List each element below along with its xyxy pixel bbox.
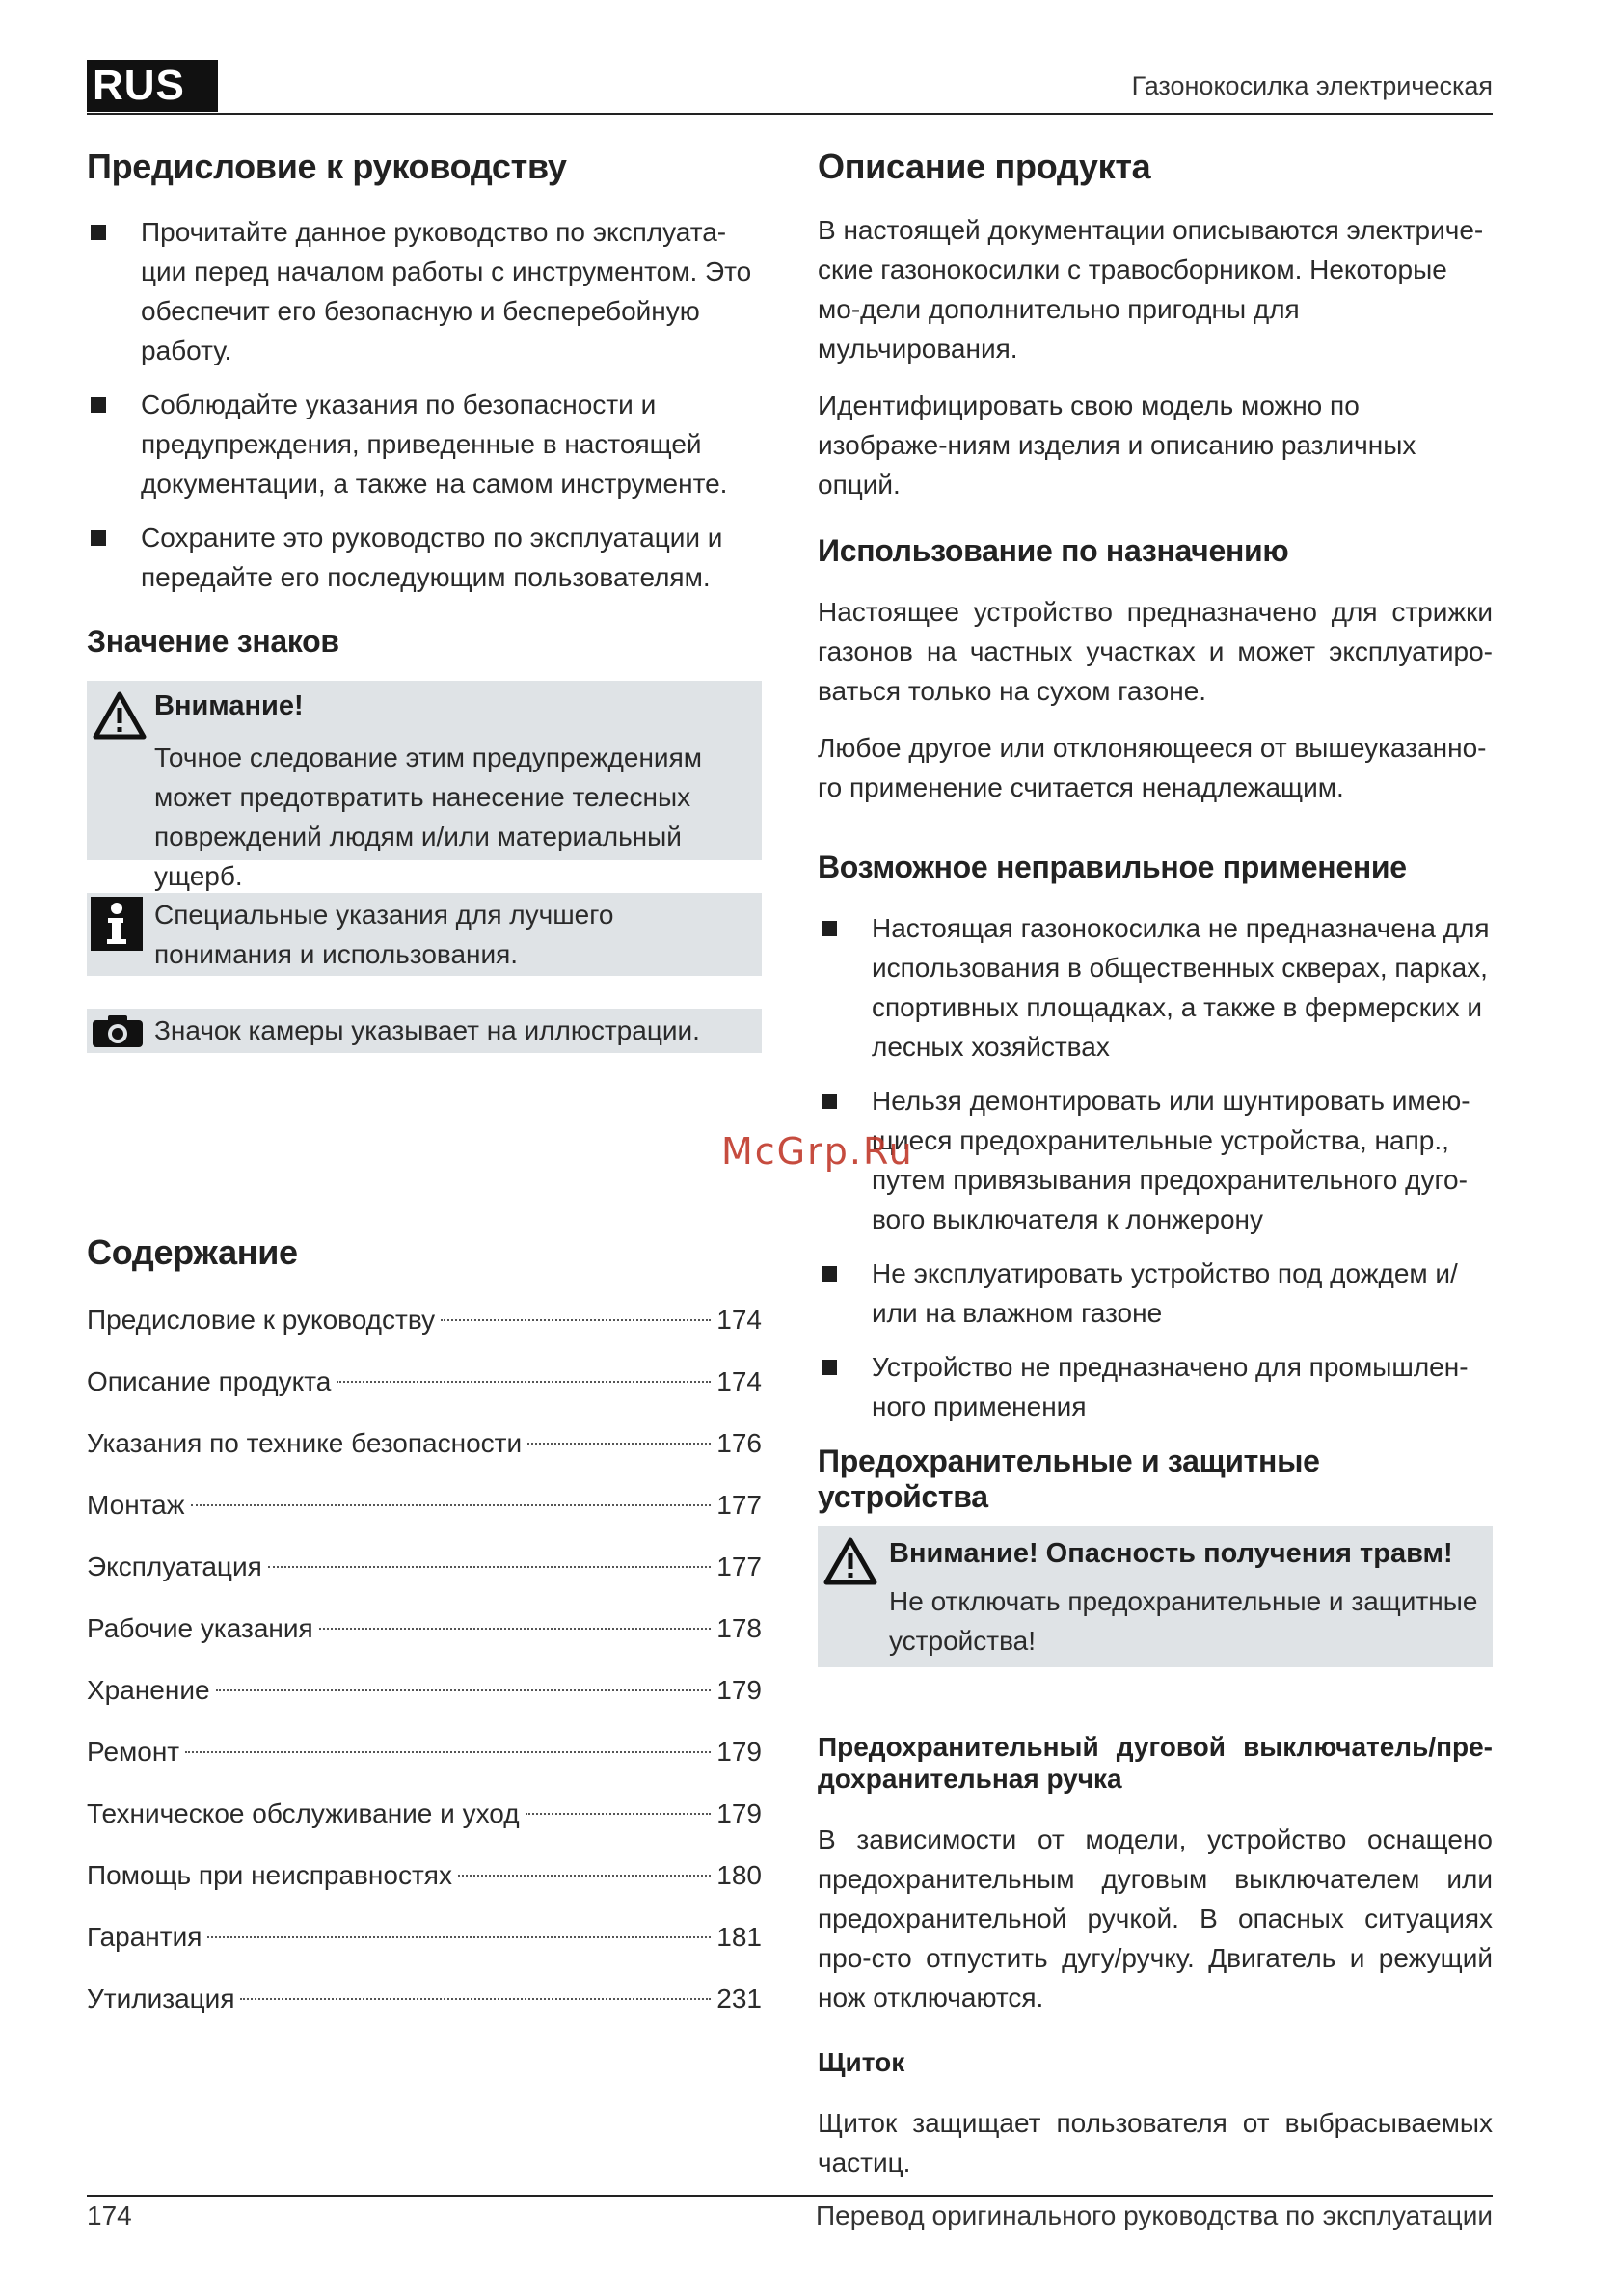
toc-page: 179 — [716, 1737, 762, 1767]
camera-text: Значок камеры указывает на иллюстрации. — [154, 1015, 700, 1045]
bullet-square-icon — [822, 1360, 837, 1375]
bullet-square-icon — [822, 921, 837, 936]
language-badge: RUS — [87, 60, 218, 112]
intended-use-paragraph-2: Любое другое или отклоняющееся от вышеуказанно-го применение считается ненадлежащим. — [818, 733, 1487, 802]
watermark: McGrp.Ru — [721, 1130, 914, 1173]
toc-row[interactable] — [87, 1547, 762, 1608]
list-item — [818, 1254, 1493, 1333]
toc-leader — [458, 1875, 711, 1877]
toc-leader — [526, 1813, 712, 1815]
toc-leader — [191, 1504, 712, 1506]
toc-row[interactable] — [87, 1485, 762, 1547]
foreword-heading: Предисловие к руководству — [87, 147, 567, 186]
toc-page: 231 — [716, 1984, 762, 2013]
bullet-square-icon — [822, 1094, 837, 1109]
shield-paragraph: Щиток защищает пользователя от выбрасываемых частиц. — [818, 2108, 1493, 2177]
toc-page: 177 — [716, 1490, 762, 1520]
product-heading: Описание продукта — [818, 147, 1151, 186]
toc-row[interactable] — [87, 1300, 762, 1362]
toc-row[interactable] — [87, 1855, 762, 1917]
list-item-text: Нельзя демонтировать или шунтировать имею-щиеся предохранительные устройства, напр., путем привязывания предохранительного дуго-вого выключателя к лонжерону — [872, 1086, 1470, 1234]
warning-text: Точное следование этим предупреждениям может предотвратить нанесение телесных повреждений людям и/или материальный ущерб. — [154, 743, 702, 891]
toc-page: 181 — [716, 1922, 762, 1952]
toc-label: Монтаж — [87, 1490, 185, 1520]
list-item-text: Сохраните это руководство по эксплуатации и передайте его последующим пользователям. — [141, 523, 723, 592]
toc-row[interactable] — [87, 1670, 762, 1732]
list-item-text: Устройство не предназначено для промышлен-ного применения — [872, 1352, 1469, 1421]
toc-page: 176 — [716, 1428, 762, 1458]
toc-label: Гарантия — [87, 1922, 202, 1952]
toc-row[interactable] — [87, 1362, 762, 1423]
warning-triangle-icon — [93, 690, 147, 745]
warning-triangle-icon — [823, 1536, 877, 1591]
safety-devices-heading: Предохранительные и защитные устройства — [818, 1444, 1320, 1514]
list-item-text: Соблюдайте указания по безопасности и предупреждения, приведенные в настоящей документации, а также на самом инструменте. — [141, 390, 728, 499]
bullet-square-icon — [91, 225, 106, 240]
toc-leader — [216, 1689, 712, 1691]
safety-warning-text: Не отключать предохранительные и защитные устройства! — [889, 1586, 1478, 1656]
toc-page: 180 — [716, 1860, 762, 1890]
toc-row[interactable] — [87, 1979, 762, 2040]
toc-leader — [319, 1628, 712, 1630]
toc-leader — [441, 1319, 711, 1321]
intended-use-paragraph-1: Настоящее устройство предназначено для стрижки газонов на частных участках и может эксплуатиро-ваться только на сухом газоне. — [818, 597, 1493, 706]
bullet-square-icon — [91, 530, 106, 546]
shield-heading: Щиток — [818, 2047, 905, 2077]
toc-leader — [337, 1381, 711, 1383]
list-item-text: Настоящая газонокосилка не предназначена для использования в общественных скверах, парках, спортивных площадках, а также в фермерских и лесных хозяйствах — [872, 913, 1490, 1062]
misuse-heading: Возможное неправильное применение — [818, 850, 1407, 884]
intended-use-heading: Использование по назначению — [818, 533, 1289, 568]
page-number: 174 — [87, 2201, 132, 2230]
bullet-square-icon — [822, 1266, 837, 1282]
toc-page: 178 — [716, 1613, 762, 1643]
camera-box — [87, 1009, 762, 1053]
toc-row[interactable] — [87, 1423, 762, 1485]
misuse-list — [818, 908, 1493, 1426]
toc-label: Утилизация — [87, 1984, 235, 2013]
toc-leader — [207, 1936, 711, 1938]
document-title: Газонокосилка электрическая — [1131, 71, 1493, 100]
toc-label: Указания по технике безопасности — [87, 1428, 523, 1458]
info-box — [87, 893, 762, 976]
foreword-list — [87, 212, 762, 597]
toc-row[interactable] — [87, 1608, 762, 1670]
right-column — [818, 135, 1493, 2182]
left-column — [87, 135, 762, 2040]
contents-heading: Содержание — [87, 1232, 298, 1272]
toc-leader — [185, 1751, 711, 1753]
toc-label: Предисловие к руководству — [87, 1305, 436, 1335]
list-item — [87, 385, 762, 503]
product-paragraph-2: Идентифицировать свою модель можно по изображе-ниям изделия и описанию различных опций. — [818, 391, 1416, 500]
info-text: Специальные указания для лучшего понимания и использования. — [154, 900, 614, 969]
toc-label: Помощь при неисправностях — [87, 1860, 452, 1890]
toc-page: 174 — [716, 1366, 762, 1396]
product-paragraph-1: В настоящей документации описываются электриче-ские газонокосилки с травосборником. Некоторые мо-дели дополнительно пригодны для мульчирования. — [818, 215, 1484, 364]
warning-box — [87, 681, 762, 891]
bullet-square-icon — [91, 397, 106, 413]
header-divider — [87, 113, 1493, 115]
safety-switch-paragraph: В зависимости от модели, устройство оснащено предохранительным дуговым выключателем или предохранительной ручкой. В опасных ситуациях про-сто отпустить дугу/ручку. Двигатель и режущий нож отключаются. — [818, 1824, 1493, 2012]
toc-label: Ремонт — [87, 1737, 180, 1767]
safety-warning-box — [818, 1526, 1493, 1667]
safety-switch-heading: Предохранительный дуговой выключатель/пре-дохранительная ручка — [818, 1732, 1493, 1794]
list-item — [818, 1081, 1493, 1239]
footer-text: Перевод оригинального руководства по эксплуатации — [816, 2201, 1493, 2230]
toc-page: 179 — [716, 1675, 762, 1705]
toc-leader — [268, 1566, 712, 1568]
list-item-text: Не эксплуатировать устройство под дождем и/ или на влажном газоне — [872, 1258, 1458, 1328]
toc-page: 177 — [716, 1552, 762, 1581]
toc-row[interactable] — [87, 1732, 762, 1794]
toc-row[interactable] — [87, 1794, 762, 1855]
toc-row[interactable] — [87, 1917, 762, 1979]
table-of-contents — [87, 1300, 762, 2040]
signs-heading: Значение знаков — [87, 624, 339, 659]
list-item — [87, 518, 762, 597]
toc-label: Эксплуатация — [87, 1552, 262, 1581]
warning-title: Внимание! — [154, 690, 304, 721]
footer-divider — [87, 2195, 1493, 2197]
toc-label: Рабочие указания — [87, 1613, 313, 1643]
list-item — [87, 212, 762, 370]
toc-label: Хранение — [87, 1675, 210, 1705]
list-item-text: Прочитайте данное руководство по эксплуата-ции перед началом работы с инструментом. Это обеспечит его безопасную и бесперебойную работу. — [141, 217, 752, 365]
toc-page: 174 — [716, 1305, 762, 1335]
toc-label: Описание продукта — [87, 1366, 332, 1396]
toc-label: Техническое обслуживание и уход — [87, 1798, 520, 1828]
toc-leader — [527, 1443, 711, 1445]
list-item — [818, 1347, 1493, 1426]
info-icon — [91, 897, 143, 956]
list-item — [818, 908, 1493, 1067]
toc-page: 179 — [716, 1798, 762, 1828]
safety-warning-title: Внимание! Опасность получения травм! — [889, 1538, 1453, 1569]
toc-leader — [240, 1998, 711, 2000]
camera-icon — [91, 1014, 145, 1052]
